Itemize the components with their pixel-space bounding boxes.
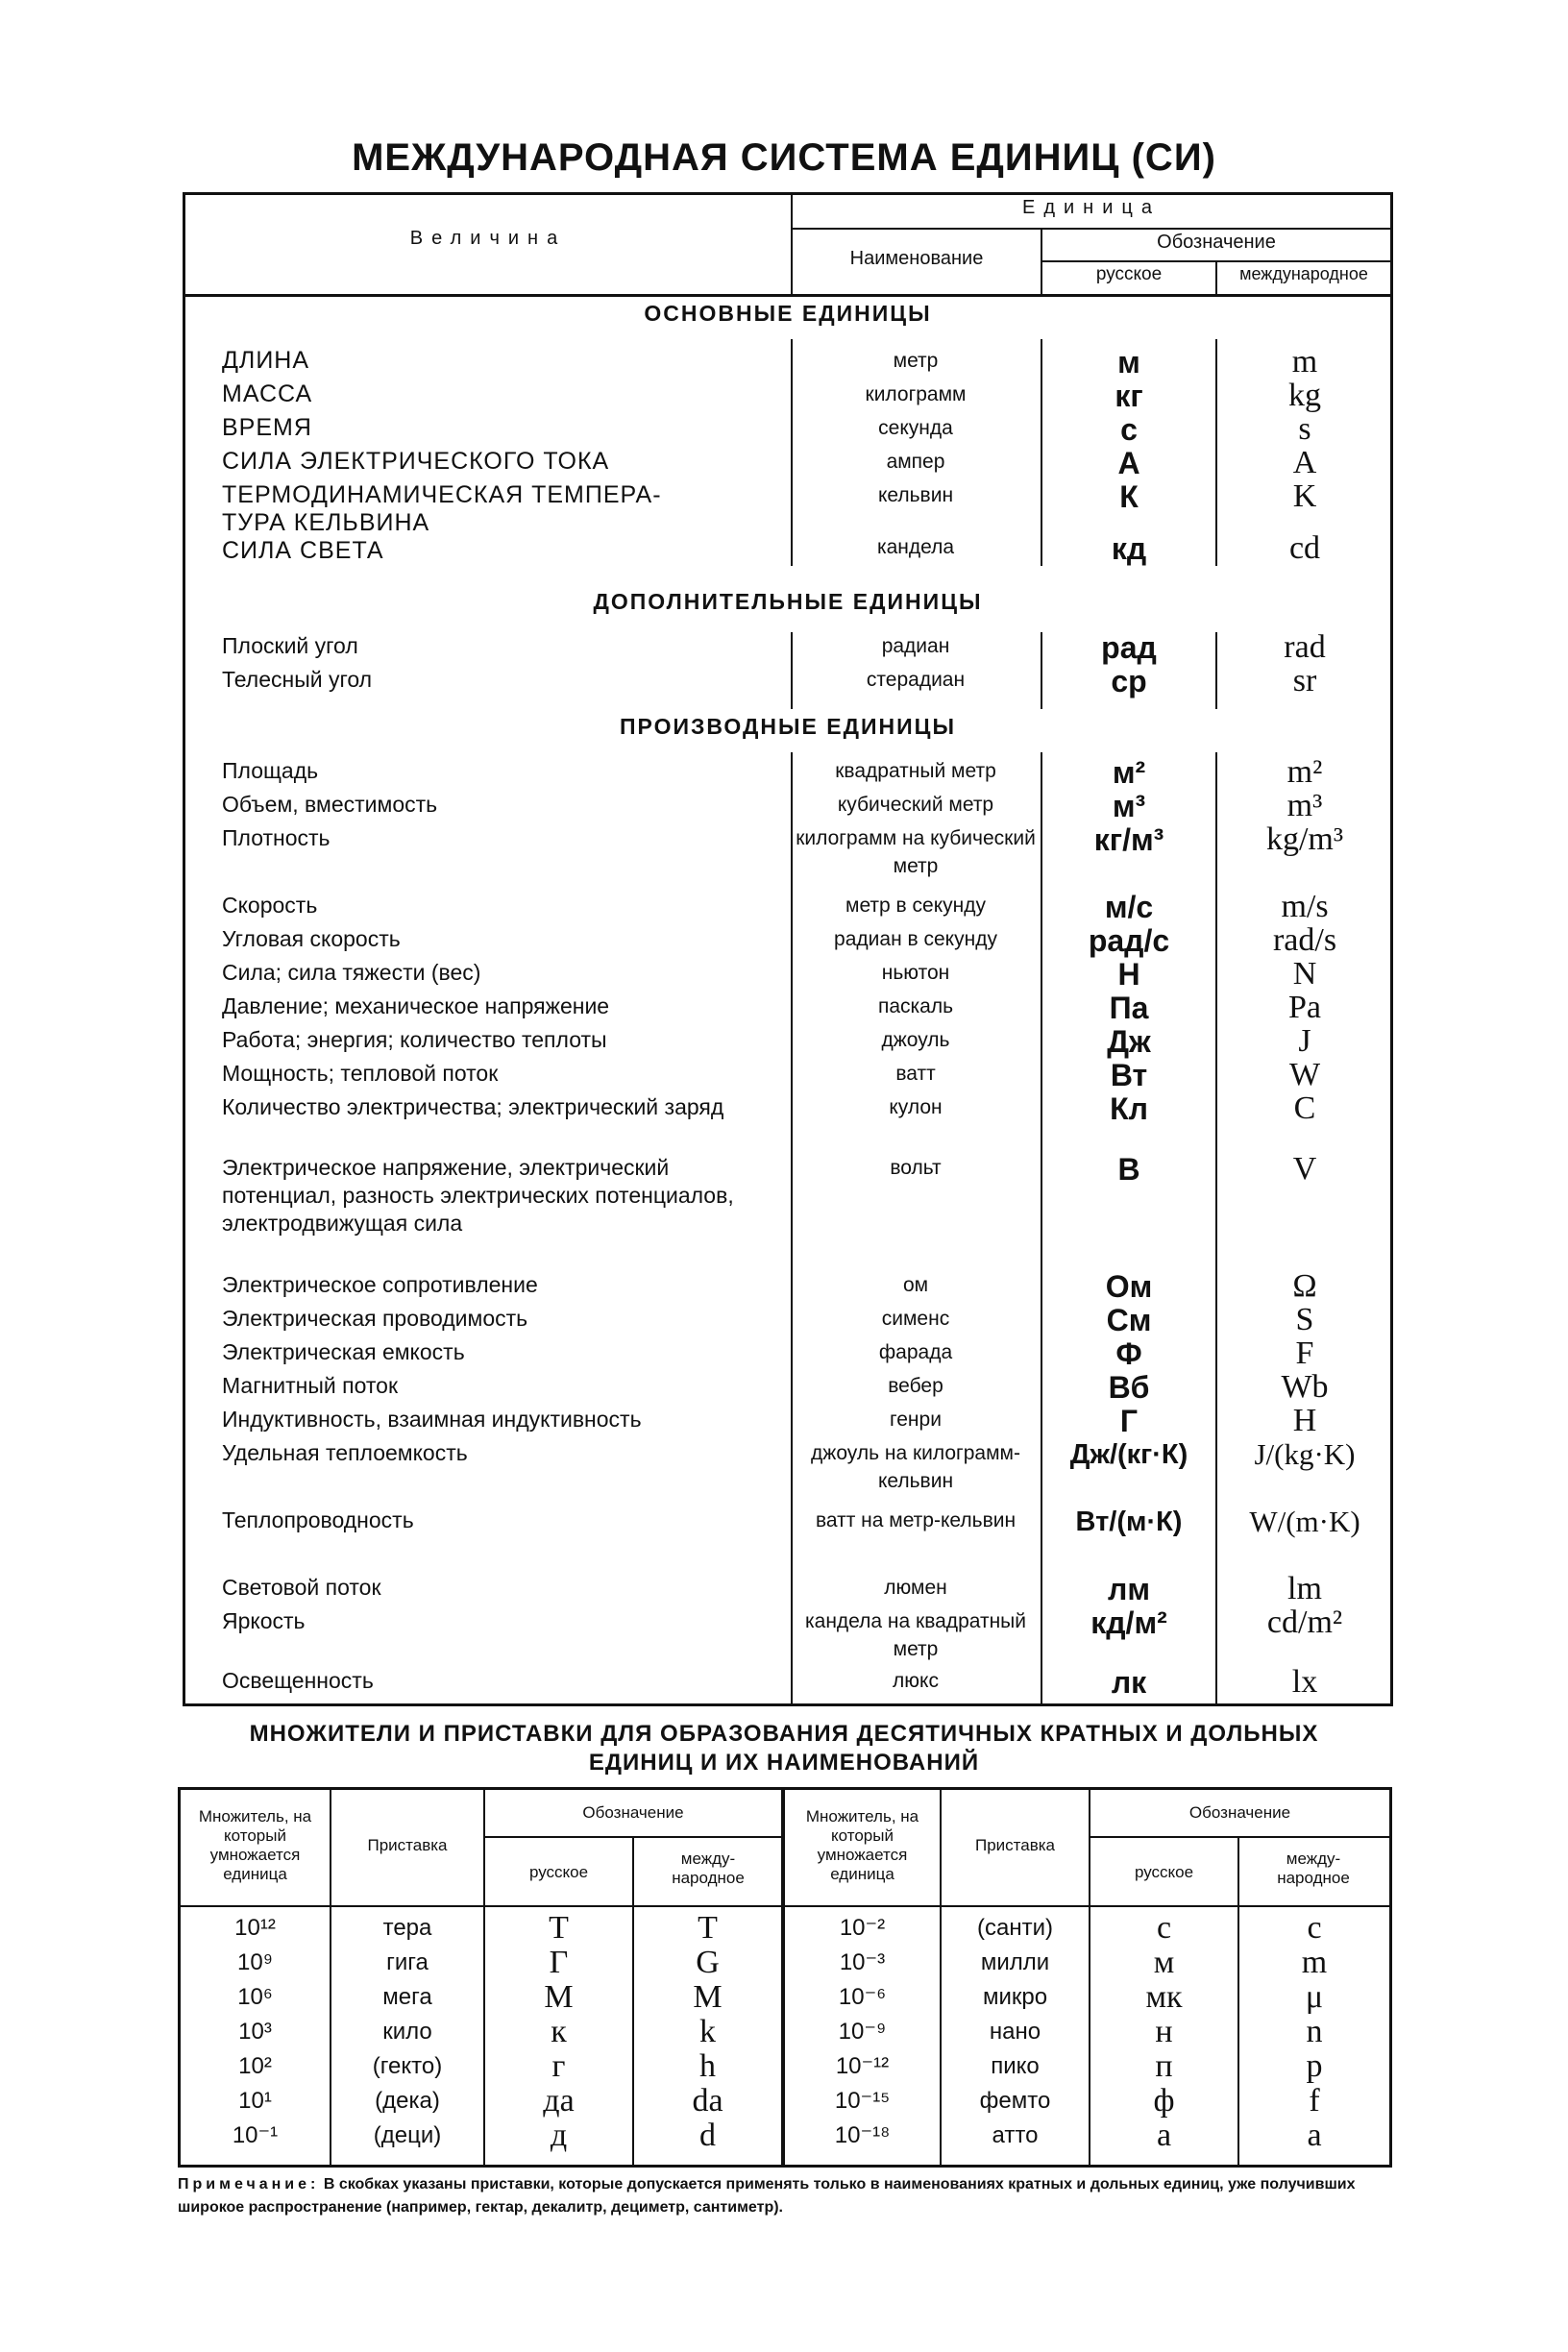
multiplier-cell: 10⁻¹⁸ <box>834 2122 891 2148</box>
intl-symbol-cell: V <box>1292 1151 1317 1187</box>
quantity-cell: Работа; энергия; количество теплоты <box>222 1027 607 1052</box>
intl-symbol-cell: M <box>693 1979 723 2015</box>
ru-symbol-cell: Вб <box>1108 1370 1150 1405</box>
intl-symbol-cell: J <box>1298 1023 1311 1059</box>
unit-name-cell: сименс <box>881 1308 950 1330</box>
intl-symbol-cell: da <box>692 2083 723 2119</box>
multiplier-cell: 10⁻¹⁵ <box>834 2088 891 2114</box>
quantity-cell: СИЛА ЭЛЕКТРИЧЕСКОГО ТОКА <box>222 448 610 475</box>
prefixes-title-line2: ЕДИНИЦ И ИХ НАИМЕНОВАНИЙ <box>588 1750 980 1776</box>
prefix-cell: микро <box>982 1984 1048 2010</box>
header-designation-right: Обозначение <box>1188 1803 1291 1822</box>
unit-name-cell: джоуль <box>881 1029 950 1051</box>
intl-symbol-cell: rad <box>1284 629 1326 665</box>
prefix-cell: (гекто) <box>372 2053 443 2079</box>
intl-symbol-cell: kg/m³ <box>1265 821 1344 857</box>
intl-symbol-cell: n <box>1306 2014 1323 2049</box>
ru-symbol-cell: с <box>1156 1910 1172 1946</box>
multiplier-cell: 10¹ <box>238 2088 272 2114</box>
quantity-cell: Магнитный поток <box>222 1373 399 1398</box>
ru-symbol-cell: Г <box>549 1945 569 1980</box>
prefix-cell: фемто <box>979 2088 1051 2114</box>
header-international: международное <box>1239 264 1368 283</box>
intl-symbol-cell: m <box>1291 344 1318 380</box>
unit-name-cell: ньютон <box>881 962 950 984</box>
quantity-cell: Мощность; тепловой поток <box>222 1061 499 1086</box>
intl-symbol-cell: A <box>1292 445 1317 480</box>
prefix-cell: кило <box>382 2019 432 2045</box>
prefixes-title <box>0 1720 1568 1777</box>
unit-name-cell: кельвин <box>877 484 954 506</box>
intl-symbol-cell: m <box>1301 1945 1328 1980</box>
header-multiplier-left: Множитель, на который умножается единица <box>198 1807 312 1883</box>
quantity-cell: Давление; механическое напряжение <box>222 993 610 1018</box>
multiplier-cell: 10⁻³ <box>839 1949 886 1975</box>
unit-name-cell: метр в секунду <box>845 894 986 917</box>
unit-name-cell: кандела на квадратный метр <box>804 1610 1026 1660</box>
quantity-cell: Освещенность <box>222 1668 374 1693</box>
section-derived-title: ПРОИЗВОДНЫЕ ЕДИНИЦЫ <box>620 714 956 739</box>
intl-symbol-cell: G <box>696 1945 720 1980</box>
multiplier-cell: 10⁻¹ <box>232 2122 279 2148</box>
quantity-cell: Индуктивность, взаимная индуктивность <box>222 1407 642 1432</box>
intl-symbol-cell: d <box>699 2118 716 2153</box>
ru-symbol-cell: К <box>1119 479 1139 514</box>
ru-symbol-cell: лк <box>1111 1665 1147 1700</box>
ru-symbol-cell: кд/м² <box>1090 1605 1167 1640</box>
unit-name-cell: радиан в секунду <box>834 928 997 950</box>
intl-symbol-cell: sr <box>1292 663 1317 698</box>
header-russian-right: русское <box>1134 1863 1194 1881</box>
ru-symbol-cell: Ом <box>1105 1269 1153 1304</box>
quantity-cell: Сила; сила тяжести (вес) <box>222 960 481 985</box>
intl-symbol-cell: J/(kg·K) <box>1254 1437 1356 1471</box>
ru-symbol-cell: н <box>1155 2014 1173 2049</box>
intl-symbol-cell: W <box>1288 1057 1321 1092</box>
si-units-table <box>183 192 1393 1706</box>
prefix-cell: мега <box>382 1984 432 2010</box>
ru-symbol-cell: мк <box>1145 1979 1183 2015</box>
header-russian: русское <box>1095 264 1163 284</box>
intl-symbol-cell: S <box>1295 1302 1314 1337</box>
ru-symbol-cell: м <box>1153 1945 1175 1980</box>
quantity-cell: Теплопроводность <box>222 1507 414 1532</box>
ru-symbol-cell: д <box>550 2118 568 2153</box>
ru-symbol-cell: а <box>1156 2118 1172 2153</box>
quantity-cell: ДЛИНА <box>222 347 310 374</box>
prefix-cell: (санти) <box>977 1915 1053 1941</box>
ru-symbol-cell: Н <box>1117 957 1140 992</box>
unit-name-cell: стерадиан <box>866 669 966 691</box>
ru-symbol-cell: м³ <box>1112 789 1146 823</box>
prefix-cell: гига <box>386 1949 429 1975</box>
ru-symbol-cell: рад/с <box>1088 923 1170 958</box>
intl-symbol-cell: lx <box>1291 1664 1318 1700</box>
quantity-cell: Световой поток <box>222 1575 381 1600</box>
multiplier-cell: 10⁶ <box>237 1984 273 2010</box>
unit-name-cell: килограмм <box>865 383 967 405</box>
quantity-cell: Плотность <box>222 825 331 850</box>
intl-symbol-cell: H <box>1292 1403 1317 1438</box>
section-supplementary-title: ДОПОЛНИТЕЛЬНЫЕ ЕДИНИЦЫ <box>593 589 983 614</box>
ru-symbol-cell: Вт <box>1110 1058 1148 1092</box>
header-prefix-left: Приставка <box>367 1836 448 1854</box>
intl-symbol-cell: Pa <box>1288 990 1321 1025</box>
ru-symbol-cell: м/с <box>1104 890 1154 924</box>
quantity-cell: Яркость <box>222 1608 306 1633</box>
intl-symbol-cell: C <box>1293 1090 1316 1126</box>
intl-symbol-cell: W/(m·K) <box>1249 1505 1360 1538</box>
quantity-cell: Удельная теплоемкость <box>222 1440 468 1465</box>
header-unit: Единица <box>1022 197 1161 218</box>
footnote-text: В скобках указаны приставки, которые допускается применять только в наименованиях кратных и дольных единиц, уже получивших широкое распространение (например, гектар, декалитр, дециметр, сантиметр). <box>178 2176 1356 2216</box>
prefix-cell: тера <box>382 1915 432 1941</box>
intl-symbol-cell: m² <box>1286 754 1323 790</box>
quantity-cell: Телесный угол <box>222 667 373 692</box>
intl-symbol-cell: p <box>1306 2048 1323 2084</box>
unit-name-cell: люкс <box>893 1670 939 1692</box>
unit-name-cell: люмен <box>884 1577 947 1599</box>
intl-symbol-cell: s <box>1298 411 1311 447</box>
intl-symbol-cell: kg <box>1288 378 1321 413</box>
header-designation: Обозначение <box>1157 232 1276 253</box>
intl-symbol-cell: lm <box>1287 1571 1322 1606</box>
ru-symbol-cell: м² <box>1112 755 1146 790</box>
multiplier-cell: 10² <box>238 2053 272 2079</box>
intl-symbol-cell: m³ <box>1286 788 1323 823</box>
unit-name-cell: фарада <box>878 1341 953 1363</box>
quantity-cell: Электрическая проводимость <box>222 1306 528 1331</box>
ru-symbol-cell: кд <box>1111 531 1147 566</box>
intl-symbol-cell: f <box>1309 2083 1320 2119</box>
unit-name-cell: генри <box>890 1409 942 1431</box>
unit-name-cell: радиан <box>881 635 950 657</box>
quantity-cell: Объем, вместимость <box>222 792 438 817</box>
quantity-cell: СИЛА СВЕТА <box>222 537 384 564</box>
unit-name-cell: вебер <box>888 1375 943 1397</box>
header-international-left: между-народное <box>672 1850 745 1887</box>
quantity-cell: Угловая скорость <box>222 926 401 951</box>
multiplier-cell: 10¹² <box>234 1915 276 1941</box>
intl-symbol-cell: k <box>699 2014 716 2049</box>
ru-symbol-cell: к <box>551 2014 567 2049</box>
multiplier-cell: 10⁻¹² <box>835 2053 890 2079</box>
unit-name-cell: квадратный метр <box>835 760 996 782</box>
unit-name-cell: кубический метр <box>837 794 994 816</box>
unit-name-cell: ом <box>902 1274 929 1296</box>
intl-symbol-cell: Wb <box>1281 1369 1329 1405</box>
intl-symbol-cell: c <box>1307 1910 1322 1946</box>
prefix-cell: нано <box>989 2019 1041 2045</box>
prefix-cell: (деци) <box>373 2122 442 2148</box>
intl-symbol-cell: rad/s <box>1272 922 1337 958</box>
multiplier-cell: 10⁻⁹ <box>838 2019 887 2045</box>
ru-symbol-cell: Т <box>549 1910 569 1946</box>
prefix-cell: пико <box>991 2053 1040 2079</box>
ru-symbol-cell: Дж/(кг·К) <box>1069 1439 1188 1470</box>
ru-symbol-cell: с <box>1120 412 1138 447</box>
prefix-cell: (дека) <box>375 2088 440 2114</box>
header-multiplier-right: Множитель, на который умножается единица <box>805 1807 919 1883</box>
quantity-cell: МАССА <box>222 380 313 407</box>
quantity-cell: Количество электричества; электрический заряд <box>222 1094 724 1119</box>
ru-symbol-cell: Г <box>1119 1404 1139 1438</box>
unit-name-cell: секунда <box>878 417 953 439</box>
ru-symbol-cell: кг <box>1115 379 1143 413</box>
header-quantity: Величина <box>409 228 567 249</box>
multiplier-cell: 10³ <box>238 2019 272 2045</box>
ru-symbol-cell: п <box>1155 2048 1173 2084</box>
quantity-cell: Электрическое сопротивление <box>222 1272 538 1297</box>
ru-symbol-cell: ср <box>1111 664 1147 698</box>
quantity-cell: Площадь <box>222 758 319 783</box>
footnote-label: Примечание: <box>178 2176 320 2193</box>
ru-symbol-cell: кг/м³ <box>1093 822 1164 857</box>
intl-symbol-cell: Ω <box>1292 1268 1317 1304</box>
ru-symbol-cell: Па <box>1109 991 1149 1025</box>
intl-symbol-cell: a <box>1307 2118 1322 2153</box>
multiplier-cell: 10⁻² <box>839 1915 886 1941</box>
prefixes-table <box>178 1787 1392 2168</box>
quantity-cell: ВРЕМЯ <box>222 414 312 441</box>
ru-symbol-cell: Ф <box>1115 1336 1142 1371</box>
header-prefix-right: Приставка <box>974 1836 1056 1854</box>
unit-name-cell: вольт <box>890 1157 942 1179</box>
unit-name-cell: ватт на метр-кельвин <box>815 1509 1017 1531</box>
unit-name-cell: паскаль <box>877 995 954 1017</box>
quantity-cell: Скорость <box>222 893 318 918</box>
intl-symbol-cell: cd/m² <box>1266 1605 1343 1640</box>
prefixes-title-line1: МНОЖИТЕЛИ И ПРИСТАВКИ ДЛЯ ОБРАЗОВАНИЯ ДЕСЯТИЧНЫХ КРАТНЫХ И ДОЛЬНЫХ <box>249 1721 1319 1747</box>
header-designation-left: Обозначение <box>582 1803 684 1822</box>
unit-name-cell: ампер <box>886 451 945 473</box>
ru-symbol-cell: лм <box>1108 1572 1150 1606</box>
quantity-cell: Электрическое напряжение, электрический потенциал, разность электрических потенциалов, электродвижущая сила <box>222 1155 734 1236</box>
unit-name-cell: килограмм на кубический метр <box>796 827 1036 877</box>
intl-symbol-cell: T <box>698 1910 718 1946</box>
intl-symbol-cell: h <box>699 2048 716 2084</box>
footnote <box>178 2173 1390 2219</box>
ru-symbol-cell: Дж <box>1107 1024 1151 1059</box>
table-header <box>185 195 1390 297</box>
unit-name-cell: кулон <box>889 1096 943 1118</box>
ru-symbol-cell: ф <box>1153 2083 1175 2119</box>
ru-symbol-cell: да <box>543 2083 575 2119</box>
ru-symbol-cell: г <box>551 2048 566 2084</box>
unit-name-cell: метр <box>893 350 939 372</box>
intl-symbol-cell: N <box>1292 956 1317 992</box>
header-international-right: между-народное <box>1277 1850 1350 1887</box>
ru-symbol-cell: м <box>1117 345 1140 380</box>
ru-symbol-cell: рад <box>1101 630 1157 665</box>
unit-name-cell: ватт <box>895 1063 936 1085</box>
section-base-title: ОСНОВНЫЕ ЕДИНИЦЫ <box>644 301 932 326</box>
ru-symbol-cell: См <box>1106 1303 1152 1337</box>
intl-symbol-cell: K <box>1292 478 1317 514</box>
header-name: Наименование <box>849 248 984 269</box>
intl-symbol-cell: μ <box>1305 1979 1324 2015</box>
quantity-cell: Электрическая емкость <box>222 1339 465 1364</box>
header-russian-left: русское <box>528 1863 589 1881</box>
ru-symbol-cell: Кл <box>1110 1091 1148 1126</box>
intl-symbol-cell: F <box>1295 1335 1314 1371</box>
quantity-cell: ТЕРМОДИНАМИЧЕСКАЯ ТЕМПЕРА-ТУРА КЕЛЬВИНА <box>222 481 662 536</box>
multiplier-cell: 10⁹ <box>237 1949 273 1975</box>
ru-symbol-cell: Вт/(м·К) <box>1075 1507 1183 1537</box>
unit-name-cell: джоуль на килограмм-кельвин <box>811 1442 1020 1492</box>
quantity-cell: Плоский угол <box>222 633 358 658</box>
page-title: МЕЖДУНАРОДНАЯ СИСТЕМА ЕДИНИЦ (СИ) <box>352 136 1216 179</box>
prefix-cell: милли <box>980 1949 1050 1975</box>
ru-symbol-cell: М <box>544 1979 574 2015</box>
ru-symbol-cell: В <box>1117 1152 1140 1187</box>
multiplier-cell: 10⁻⁶ <box>838 1984 887 2010</box>
prefix-cell: атто <box>992 2122 1039 2148</box>
ru-symbol-cell: А <box>1117 446 1140 480</box>
intl-symbol-cell: m/s <box>1281 889 1329 924</box>
intl-symbol-cell: cd <box>1288 530 1321 566</box>
unit-name-cell: кандела <box>876 536 955 558</box>
